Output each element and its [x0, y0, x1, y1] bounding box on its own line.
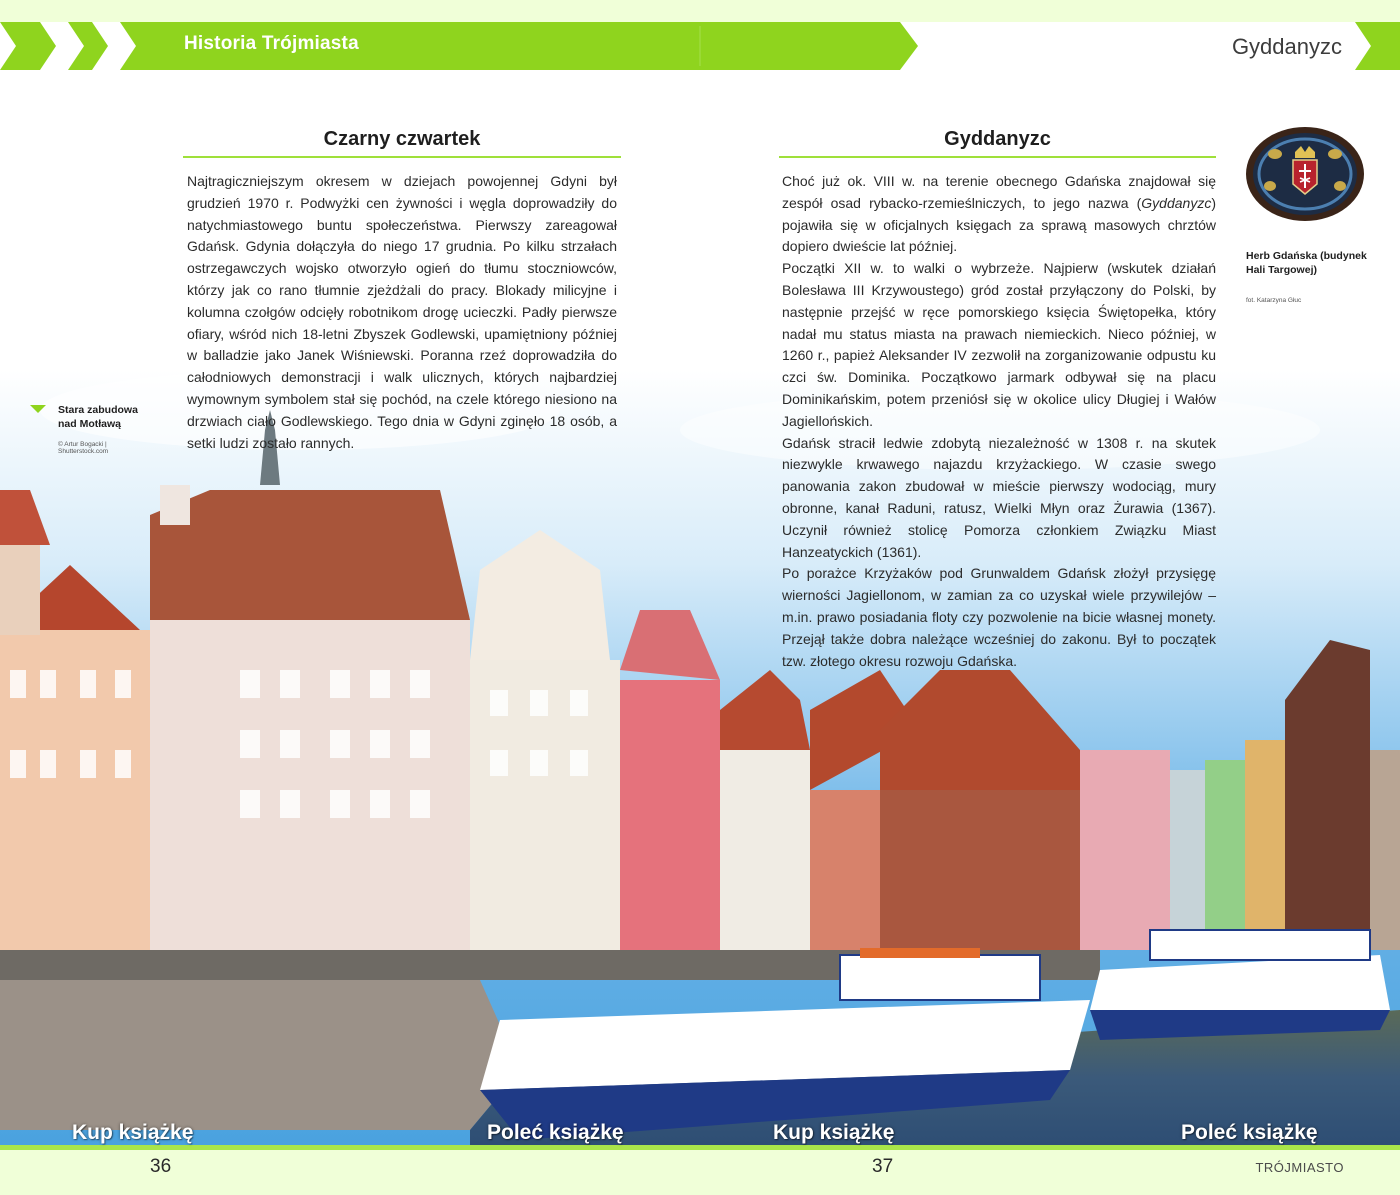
article-gyddanyzc — [779, 128, 1216, 672]
article-paragraph-3: Gdańsk stracił ledwie zdobytą niezależność w 1308 r. na skutek niezwykle krwawego najazdu krzyżackiego. W czasie swego panowania zakon zbudował w mieście pierwszy wodociąg, mury obronne, kanał Raduni, ratusz, Wielki Młyn oraz Żurawia (1367). Uczynił również stolicę Pomorza członkiem Związku Miast Hanzeatyckich (1361). — [782, 434, 1216, 560]
caption-title: Herb Gdańska (budynek Hali Targowej) — [1246, 250, 1367, 276]
header-top-band — [0, 0, 1400, 22]
buy-book-link-left[interactable]: Kup książkę — [72, 1121, 194, 1144]
chapter-title: Historia Trójmiasta — [184, 33, 359, 54]
caption-triangle-icon — [30, 405, 46, 413]
article-paragraph-1 — [779, 171, 1216, 258]
text-run: ) pojawiła się w oficjalnych księgach za sprawą masowych chrztów dopiero dwieście lat później. — [782, 194, 1216, 255]
photo-caption — [30, 403, 150, 455]
page-number-left: 36 — [150, 1156, 172, 1177]
recommend-book-link-left[interactable]: Poleć książkę — [487, 1121, 624, 1144]
buy-book-link-right[interactable]: Kup książkę — [773, 1121, 895, 1144]
article-body: Najtragiczniejszym okresem w dziejach powojennej Gdyni był grudzień 1970 r. Podwyżki cen żywności i węgla doprowadziły do natychmiastowego buntu społeczeństwa. Pierwszy zareagował Gdańsk. Gdynia dołączyła do niego 17 grudnia. Po kilku strzałach ostrzegawczych wojsko otworzyło ogień do tłumu stoczniowców, którzy jak co rano tłumnie zjeżdżali do pracy. Blokady milicyjne i kolumna czołgów odcięły robotnikom drogę ucieczki. Padły pierwsze ofiary, wśród nich 18-letni Zbyszek Godlewski, upamiętniony później w balladzie jako Janek Wiśniewski. Poranna rzeź doprowadziła do całodniowych demonstracji i walk ulicznych, których najbardziej wymownym symbolem stał się pochód, na czele którego niesiono na drzwiach ciało Godlewskiego. Tego dnia w Gdyni zginęło 18 osób, a setki ludzi zostało rannych. — [187, 173, 617, 451]
article-heading: Gyddanyzc — [779, 128, 1216, 158]
recommend-book-link-right[interactable]: Poleć książkę — [1181, 1121, 1318, 1144]
italic-term: Gyddanyzc — [1141, 194, 1212, 211]
caption-credit: © Artur Bogacki | Shutterstock.com — [58, 441, 109, 455]
caption-credit: fot. Katarzyna Głuc — [1246, 297, 1302, 304]
article-paragraph-4: Po porażce Krzyżaków pod Grunwaldem Gdańsk złożył przysięgę wierności Jagiellonom, w zamian za co uzyskał wiele przywilejów – m.in. prawo posiadania floty czy pozwolenie na bicie własnej monety. Przejął także dobra należące wcześniej do zakonu. Był to początek tzw. złotego okresu rozwoju Gdańska. — [782, 565, 1216, 669]
series-title: TRÓJMIASTO — [1255, 1160, 1344, 1175]
article-paragraph-2: Początki XII w. to walki o wybrzeże. Najpierw (wskutek działań Bolesława III Krzywoustego) gród został przyłączony do Polski, by następnie przejść w ręce pomorskiego księcia Świętopełka, który nadał mu status miasta na prawach niemieckich. Nieco później, w 1260 r., papież Aleksander IV zezwolił na zorganizowanie odpustu ku czci św. Dominika. Początkowo jarmark odbywał się na placu Dominikańskim, potem przeniósł się w okolice ulicy Długiej i Wałów Jagiellońskich. — [782, 260, 1216, 429]
caption-title: Stara zabudowa nad Motławą — [58, 404, 138, 430]
article-heading: Czarny czwartek — [183, 128, 621, 158]
article-black-thursday — [183, 128, 621, 454]
gdansk-coat-of-arms-image — [1245, 126, 1365, 222]
text-run: Choć już ok. VIII w. na terenie obecnego Gdańska znajdował się zespół osad rybacko-rzemieślniczych, to jego nazwa ( — [782, 173, 1216, 211]
footer-band — [0, 1145, 1400, 1195]
footer-accent-strip — [0, 1145, 1400, 1150]
page-number-right: 37 — [872, 1156, 894, 1177]
emblem-caption — [1246, 249, 1376, 304]
page-running-title: Gyddanyzc — [1231, 34, 1342, 59]
